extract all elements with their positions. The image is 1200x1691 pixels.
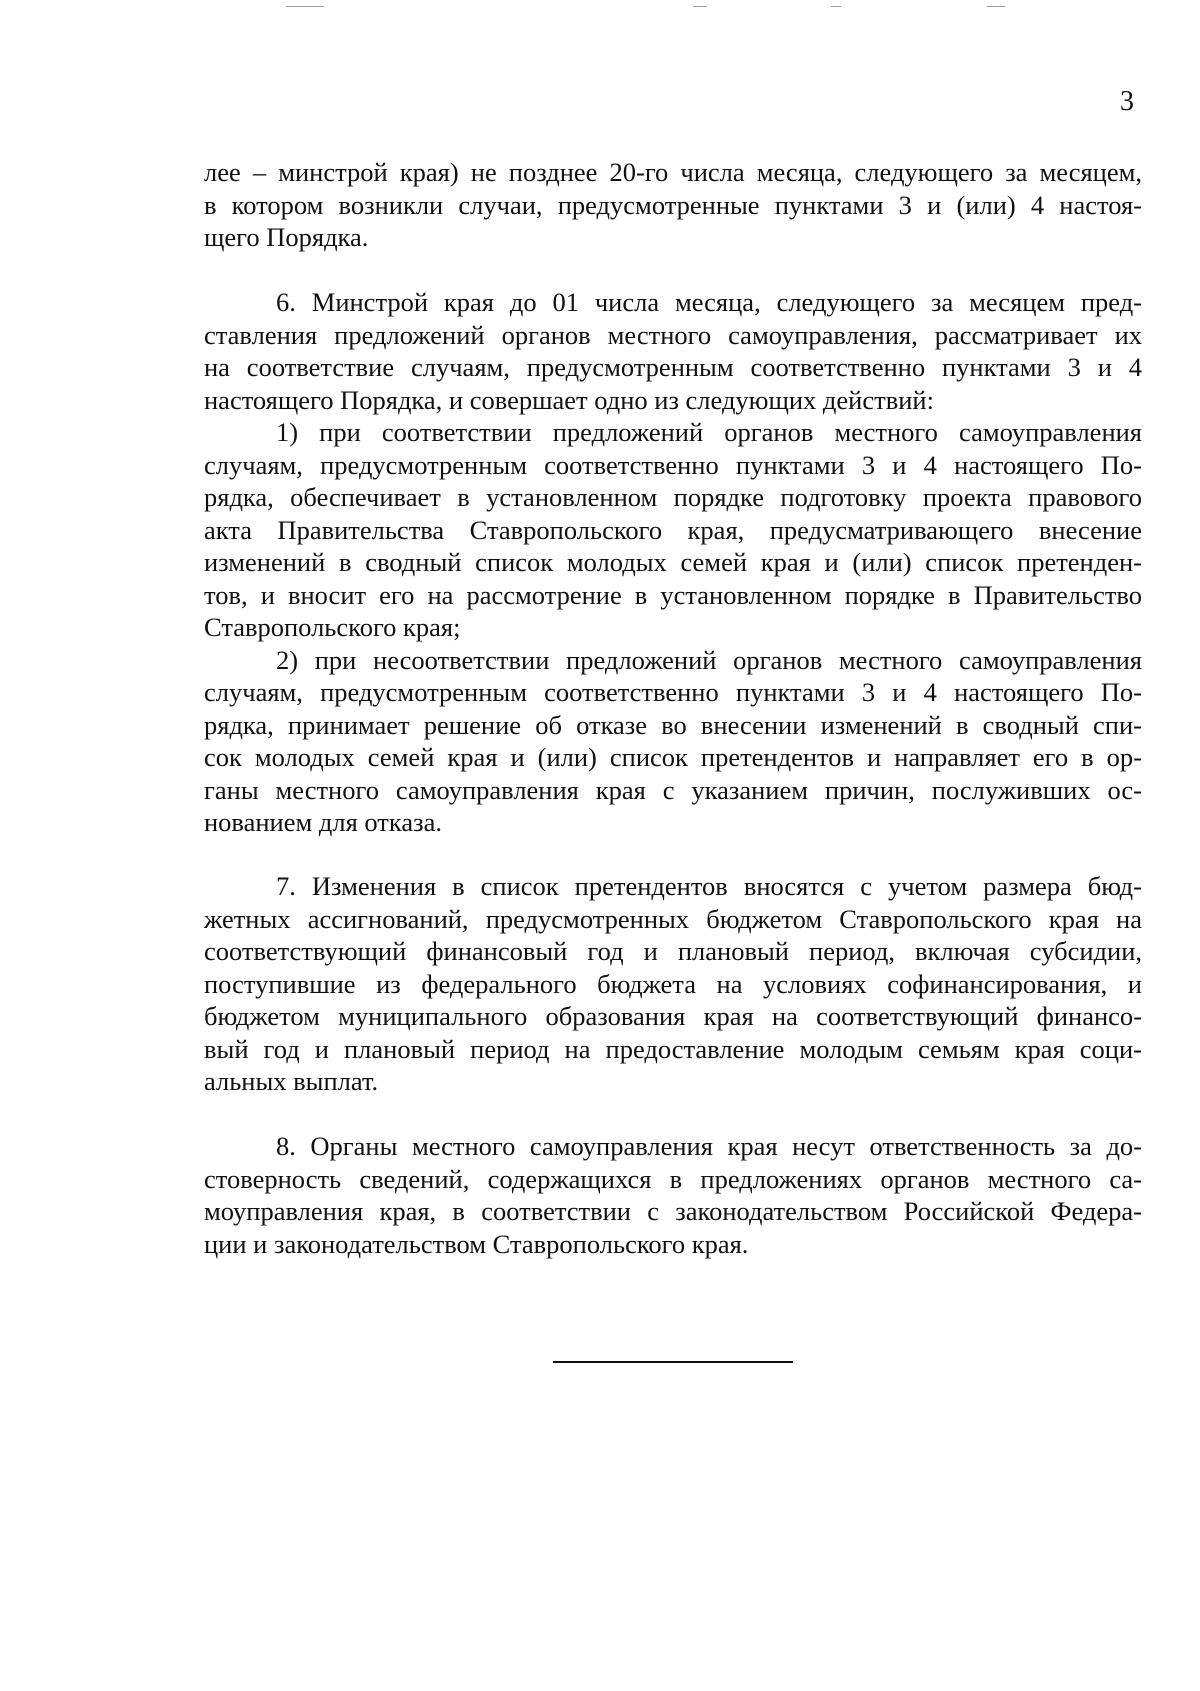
- text-line: в котором возникли случаи, предусмотренные пунктами 3 и (или) 4 настоя-: [204, 189, 1142, 220]
- text-line: бюджетом муниципального образования края на соответствующий финансо-: [204, 1001, 1142, 1031]
- text-line: жетных ассигнований, предусмотренных бюджетом Ставропольского края на: [204, 903, 1142, 934]
- text-line: 2) при несоответствии предложений органов местного самоуправления: [276, 644, 1142, 675]
- text-line: лее – минстрой края) не позднее 20-го числа месяца, следующего за месяцем,: [204, 157, 1142, 187]
- text-line: сок молодых семей края и (или) список претендентов и направляет его в ор-: [204, 742, 1142, 772]
- text-line: ганы местного самоуправления края с указанием причин, послуживших ос-: [204, 774, 1142, 805]
- text-line: настоящего Порядка, и совершает одно из следующих действий:: [204, 384, 934, 415]
- text-line: акта Правительства Ставропольского края, предусматривающего внесение: [204, 514, 1142, 545]
- text-line: соответствующий финансовый год и плановый период, включая субсидии,: [204, 936, 1142, 966]
- text-line: поступившие из федерального бюджета на условиях софинансирования, и: [204, 968, 1142, 999]
- scan-artifact: [987, 6, 1005, 7]
- text-line: моуправления края, в соответствии с законодательством Российской Федера-: [204, 1196, 1142, 1226]
- text-line: изменений в сводный список молодых семей края и (или) список претенден-: [204, 547, 1142, 577]
- text-line: щего Порядка.: [204, 222, 369, 252]
- text-line: случаям, предусмотренным соответственно пунктами 3 и 4 настоящего По-: [204, 677, 1142, 707]
- text-line: случаям, предусмотренным соответственно пунктами 3 и 4 настоящего По-: [204, 449, 1142, 480]
- paragraph-6: [204, 286, 1142, 839]
- text-line: стоверность сведений, содержащихся в предложениях органов местного са-: [204, 1163, 1142, 1194]
- text-line: 6. Минстрой края до 01 числа месяца, следующего за месяцем пред-: [276, 287, 1142, 317]
- text-line: вый год и плановый период на предоставление молодым семьям края соци-: [204, 1033, 1142, 1064]
- text-line: Ставропольского края;: [204, 612, 461, 642]
- text-line: ции и законодательством Ставропольского края.: [204, 1228, 749, 1259]
- text-line: тов, и вносит его на рассмотрение в установленном порядке в Правительство: [204, 579, 1142, 610]
- text-line: на соответствие случаям, предусмотренным соответственно пунктами 3 и 4: [204, 352, 1142, 382]
- paragraph-continuation: [204, 156, 1142, 254]
- text-line: ставления предложений органов местного самоуправления, рассматривает их: [204, 319, 1142, 350]
- paragraph-7: [204, 870, 1142, 1098]
- text-line: 8. Органы местного самоуправления края несут ответственность за до-: [276, 1131, 1142, 1161]
- scan-artifact: [693, 6, 707, 7]
- text-line: 1) при соответствии предложений органов местного самоуправления: [276, 417, 1142, 447]
- text-line: 7. Изменения в список претендентов вносятся с учетом размера бюд-: [276, 871, 1142, 901]
- text-line: рядка, принимает решение об отказе во внесении изменений в сводный спи-: [204, 709, 1142, 740]
- text-line: альных выплат.: [204, 1066, 379, 1096]
- page-number: 3: [1120, 86, 1134, 117]
- end-of-document-rule: [553, 1361, 793, 1363]
- text-line: рядка, обеспечивает в установленном порядке подготовку проекта правового: [204, 482, 1142, 512]
- paragraph-8: [204, 1130, 1142, 1260]
- text-line: нованием для отказа.: [204, 807, 442, 837]
- scan-artifact: [831, 6, 841, 7]
- scan-artifact: [286, 6, 324, 7]
